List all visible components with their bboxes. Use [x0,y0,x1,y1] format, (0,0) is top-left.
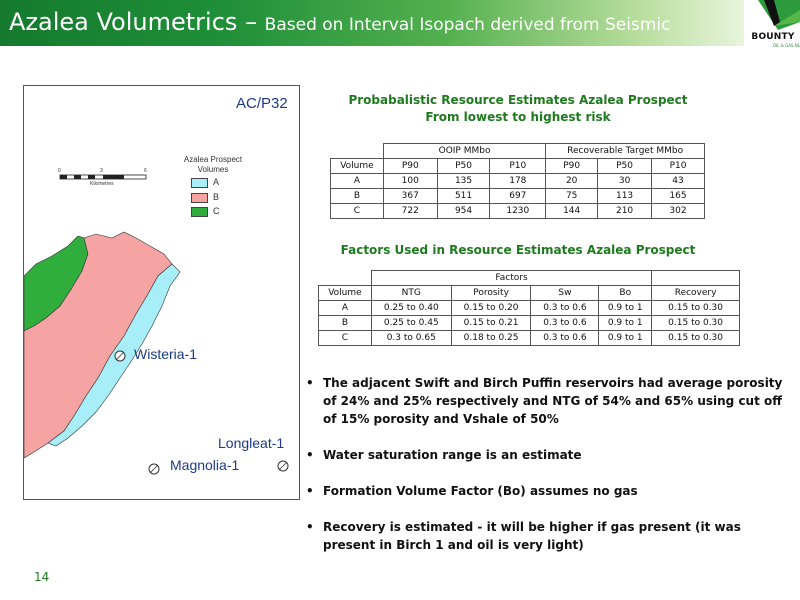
table-cell: 0.3 to 0.6 [531,331,599,346]
factors-header: Factors [371,271,651,286]
table-cell: B [319,316,372,331]
table-cell: 1230 [490,204,546,219]
table-cell: 0.3 to 0.6 [531,316,599,331]
page-number: 14 [34,570,50,584]
table-cell: 0.3 to 0.6 [531,301,599,316]
notes-list [306,374,786,572]
table-cell: A [319,301,372,316]
column-header: P90 [383,159,437,174]
bullet-glyph: • [306,520,314,534]
scale-tick-0: 0 [58,168,61,174]
logo-name: BOUNTY [751,32,795,42]
table-cell: 0.9 to 1 [599,331,652,346]
table-cell: 0.25 to 0.40 [371,301,451,316]
table-cell: C [331,204,384,219]
table-cell: A [331,174,384,189]
column-header: Volume [319,286,372,301]
table-cell: 75 [546,189,598,204]
list-item [306,482,786,500]
table-cell: C [319,331,372,346]
recoverable-header: Recoverable Target MMbo [546,144,705,159]
table-cell: 0.15 to 0.30 [652,331,740,346]
table-cell: 0.15 to 0.20 [451,301,531,316]
column-header: P10 [652,159,705,174]
scale-unit: Kilometres [90,181,114,187]
permit-label: AC/P32 [236,95,288,112]
bullet-glyph: • [306,376,314,390]
table-cell: 0.25 to 0.45 [371,316,451,331]
column-header: Sw [531,286,599,301]
table-cell: 30 [598,174,652,189]
column-header: P50 [598,159,652,174]
table-cell: 0.9 to 1 [599,316,652,331]
list-item [306,446,786,464]
list-item [306,518,786,554]
table-cell: 0.3 to 0.65 [371,331,451,346]
column-header: P50 [437,159,490,174]
legend-label-a: A [213,177,220,187]
table-cell: 0.9 to 1 [599,301,652,316]
table-cell: 210 [598,204,652,219]
longleat-label: Longleat-1 [218,435,285,451]
column-header: NTG [371,286,451,301]
resource-group-header-row [331,144,705,159]
ooip-header: OOIP MMbo [383,144,545,159]
column-header: P90 [546,159,598,174]
resource-estimates-table [330,143,705,219]
title-main: Azalea Volumetrics [9,8,238,36]
column-header: Porosity [451,286,531,301]
bounty-logo [744,0,800,52]
note-text: Formation Volume Factor (Bo) assumes no gas [323,484,638,498]
table-cell: 0.15 to 0.21 [451,316,531,331]
prospect-map [23,85,300,500]
column-header: Recovery [652,286,740,301]
resource-table-title [318,92,718,126]
table-cell: 43 [652,174,705,189]
note-text: The adjacent Swift and Birch Puffin reservoirs had average porosity of 24% and 25% respectively and NTG of 54% and 65% using cut off of 15% porosity and Vshale of 50% [323,376,783,426]
table-cell: 302 [652,204,705,219]
note-text: Water saturation range is an estimate [323,448,582,462]
factors-group-header-row [319,271,740,286]
note-text: Recovery is estimated - it will be higher if gas present (it was present in Birch 1 and oil is very light) [323,520,741,552]
table-row [331,189,705,204]
table-row [331,174,705,189]
slide-title [9,8,670,36]
table-cell: 0.15 to 0.30 [652,316,740,331]
table-row [319,331,740,346]
legend-swatch-b [191,193,208,203]
table-cell: 697 [490,189,546,204]
resource-title-line1: Probabalistic Resource Estimates Azalea Prospect [348,93,688,107]
table-cell: 722 [383,204,437,219]
factors-column-header-row [319,286,740,301]
resource-title-line2: From lowest to highest risk [425,110,611,124]
table-cell: 0.15 to 0.30 [652,301,740,316]
column-header: P10 [490,159,546,174]
table-cell: 178 [490,174,546,189]
table-row [331,204,705,219]
legend-swatch-c [191,207,208,217]
title-dash: – [237,8,265,36]
table-cell: 165 [652,189,705,204]
title-banner [0,0,744,46]
resource-column-header-row [331,159,705,174]
table-row [319,316,740,331]
table-cell: 20 [546,174,598,189]
table-cell: 135 [437,174,490,189]
scale-bar [60,175,146,179]
legend-swatch-a [191,178,208,188]
magnolia-label: Magnolia-1 [170,457,240,473]
table-cell: 100 [383,174,437,189]
factors-table-title: Factors Used in Resource Estimates Azalea Prospect [340,243,696,257]
table-cell: B [331,189,384,204]
table-cell: 367 [383,189,437,204]
table-cell: 954 [437,204,490,219]
bullet-glyph: • [306,484,314,498]
list-item [306,374,786,428]
column-header: Volume [331,159,384,174]
factors-table [318,270,740,346]
table-cell: 113 [598,189,652,204]
scale-tick-6: 6 [144,168,147,174]
scale-tick-3: 3 [100,168,103,174]
title-subtitle: Based on Interval Isopach derived from Seismic [264,15,671,35]
logo-tagline: OIL & GAS NL [772,43,800,48]
bullet-glyph: • [306,448,314,462]
legend-label-b: B [213,192,220,202]
table-cell: 511 [437,189,490,204]
table-cell: 144 [546,204,598,219]
legend-label-c: C [213,206,220,216]
legend-title: Azalea Prospect Volumes [183,155,243,174]
table-row [319,301,740,316]
table-cell: 0.18 to 0.25 [451,331,531,346]
wisteria-label: Wisteria-1 [134,346,198,362]
column-header: Bo [599,286,652,301]
